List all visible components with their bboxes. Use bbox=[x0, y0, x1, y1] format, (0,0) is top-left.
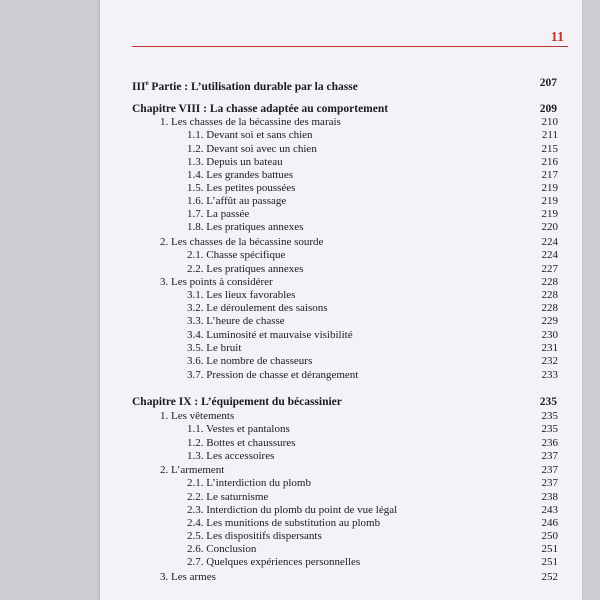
toc-entry-page: 219 bbox=[541, 195, 558, 207]
toc-entry-page: 232 bbox=[541, 355, 558, 367]
toc-entry-page: 250 bbox=[541, 530, 558, 542]
toc-entry-title: 1.5. Les petites poussées bbox=[187, 182, 296, 194]
toc-entry bbox=[100, 262, 582, 276]
toc-entry bbox=[100, 436, 582, 450]
toc-entry-page: 228 bbox=[541, 289, 558, 301]
toc-entry-page: 251 bbox=[541, 556, 558, 568]
toc-entry-title: 3.2. Le déroulement des saisons bbox=[187, 302, 328, 314]
toc-entry-title: Chapitre IX : L’équipement du bécassinier bbox=[132, 396, 342, 408]
toc-entry-page: 231 bbox=[541, 342, 558, 354]
toc-entry bbox=[100, 341, 582, 355]
toc-entry-page: 219 bbox=[541, 182, 558, 194]
toc-entry-page: 211 bbox=[541, 129, 558, 141]
toc-entry-title: 2.1. L’interdiction du plomb bbox=[187, 477, 311, 489]
toc-entry-title: 3.1. Les lieux favorables bbox=[187, 289, 296, 301]
toc-entry bbox=[100, 516, 582, 530]
toc-entry-title: 3.6. Le nombre de chasseurs bbox=[187, 355, 313, 367]
toc-entry-page: 246 bbox=[541, 517, 558, 529]
toc-entry bbox=[100, 314, 582, 328]
toc-entry-title: 2.1. Chasse spécifique bbox=[187, 249, 286, 261]
toc-entry-page: 235 bbox=[541, 410, 558, 422]
toc-entry-title: 1.1. Vestes et pantalons bbox=[187, 423, 290, 435]
toc-entry bbox=[100, 529, 582, 543]
toc-entry-page: 237 bbox=[541, 464, 558, 476]
toc-entry bbox=[100, 288, 582, 302]
toc-entry-page: 251 bbox=[541, 543, 558, 555]
toc-entry bbox=[100, 194, 582, 208]
toc-entry bbox=[100, 409, 582, 423]
toc-entry bbox=[100, 368, 582, 382]
toc-entry-title: 1.7. La passée bbox=[187, 208, 250, 220]
toc-entry bbox=[100, 102, 582, 116]
toc-entry-title: 1. Les vêtements bbox=[160, 410, 235, 422]
toc-entry bbox=[100, 301, 582, 315]
toc-entry-page: 252 bbox=[541, 571, 558, 583]
toc-entry bbox=[100, 207, 582, 221]
toc-entry-page: 209 bbox=[539, 103, 557, 115]
toc-entry-title: 3.7. Pression de chasse et dérangement bbox=[187, 369, 359, 381]
toc-entry bbox=[100, 354, 582, 368]
toc-entry-page: 219 bbox=[541, 208, 558, 220]
toc-entry bbox=[100, 248, 582, 262]
toc-entry-page: 224 bbox=[541, 236, 558, 248]
toc-entry-title: 3.5. Le bruit bbox=[187, 342, 242, 354]
toc-entry bbox=[100, 275, 582, 289]
toc-entry-title: 2.3. Interdiction du plomb du point de vue légal bbox=[187, 504, 398, 516]
toc-entry-page: 220 bbox=[541, 221, 558, 233]
toc-entry-title: 1.1. Devant soi et sans chien bbox=[187, 129, 313, 141]
toc-entry-page: 228 bbox=[541, 302, 558, 314]
toc-entry-page: 237 bbox=[541, 450, 558, 462]
toc-entry bbox=[100, 490, 582, 504]
toc-entry bbox=[100, 128, 582, 142]
toc-entry-title: IIIe Partie : L’utilisation durable par la chasse bbox=[132, 79, 358, 93]
toc-entry-title: 3. Les armes bbox=[160, 571, 216, 583]
toc-entry bbox=[100, 395, 582, 409]
toc-entry-title: 3.3. L’heure de chasse bbox=[187, 315, 285, 327]
toc-entry bbox=[100, 555, 582, 569]
toc-entry-title: 3. Les points à considérer bbox=[160, 276, 273, 288]
toc-entry bbox=[100, 422, 582, 436]
toc-entry-title: 1. Les chasses de la bécassine des marais bbox=[160, 116, 341, 128]
toc-entry-page: 217 bbox=[541, 169, 558, 181]
toc-entry bbox=[100, 235, 582, 249]
toc-entry-title: 2. L’armement bbox=[160, 464, 225, 476]
toc-entry-page: 237 bbox=[541, 477, 558, 489]
toc-entry-page: 243 bbox=[541, 504, 558, 516]
table-of-contents bbox=[100, 0, 582, 600]
toc-entry bbox=[100, 76, 582, 93]
toc-entry-title: 2.2. Le saturnisme bbox=[187, 491, 269, 503]
toc-entry-title: 2.7. Quelques expériences personnelles bbox=[187, 556, 361, 568]
toc-entry-page: 233 bbox=[541, 369, 558, 381]
toc-entry-title: 1.3. Les accessoires bbox=[187, 450, 275, 462]
toc-entry-title: 3.4. Luminosité et mauvaise visibilité bbox=[187, 329, 353, 341]
toc-entry-title: 1.2. Devant soi avec un chien bbox=[187, 143, 317, 155]
toc-entry bbox=[100, 142, 582, 156]
toc-entry-page: 215 bbox=[541, 143, 558, 155]
toc-entry-page: 235 bbox=[539, 396, 557, 408]
toc-entry bbox=[100, 115, 582, 129]
toc-entry bbox=[100, 168, 582, 182]
toc-entry-title: 2. Les chasses de la bécassine sourde bbox=[160, 236, 324, 248]
toc-entry bbox=[100, 181, 582, 195]
toc-entry bbox=[100, 570, 582, 584]
toc-entry-title: 1.4. Les grandes battues bbox=[187, 169, 293, 181]
page-number: 11 bbox=[550, 30, 564, 45]
toc-entry-page: 224 bbox=[541, 249, 558, 261]
toc-entry-page: 210 bbox=[541, 116, 558, 128]
toc-entry-page: 230 bbox=[541, 329, 558, 341]
toc-entry-title: 2.2. Les pratiques annexes bbox=[187, 263, 304, 275]
toc-entry bbox=[100, 463, 582, 477]
toc-entry-page: 228 bbox=[541, 276, 558, 288]
toc-entry-page: 227 bbox=[541, 263, 558, 275]
toc-entry-title: 2.5. Les dispositifs dispersants bbox=[187, 530, 322, 542]
toc-entry-page: 238 bbox=[541, 491, 558, 503]
toc-entry bbox=[100, 155, 582, 169]
toc-entry bbox=[100, 503, 582, 517]
toc-entry bbox=[100, 220, 582, 234]
book-page bbox=[100, 0, 582, 600]
toc-entry-page: 235 bbox=[541, 423, 558, 435]
toc-entry bbox=[100, 449, 582, 463]
toc-entry-title: 1.6. L’affût au passage bbox=[187, 195, 287, 207]
toc-entry-title: 1.2. Bottes et chaussures bbox=[187, 437, 296, 449]
toc-entry-title: 1.8. Les pratiques annexes bbox=[187, 221, 304, 233]
toc-entry bbox=[100, 542, 582, 556]
toc-entry-page: 236 bbox=[541, 437, 558, 449]
toc-entry-page: 207 bbox=[539, 77, 557, 89]
toc-entry bbox=[100, 476, 582, 490]
toc-entry-title: Chapitre VIII : La chasse adaptée au comportement bbox=[132, 103, 389, 115]
toc-entry-title: 2.6. Conclusion bbox=[187, 543, 257, 555]
toc-entry-title: 1.3. Depuis un bateau bbox=[187, 156, 283, 168]
toc-entry bbox=[100, 328, 582, 342]
toc-entry-title: 2.4. Les munitions de substitution au plomb bbox=[187, 517, 381, 529]
toc-entry-page: 229 bbox=[541, 315, 558, 327]
toc-entry-page: 216 bbox=[541, 156, 558, 168]
